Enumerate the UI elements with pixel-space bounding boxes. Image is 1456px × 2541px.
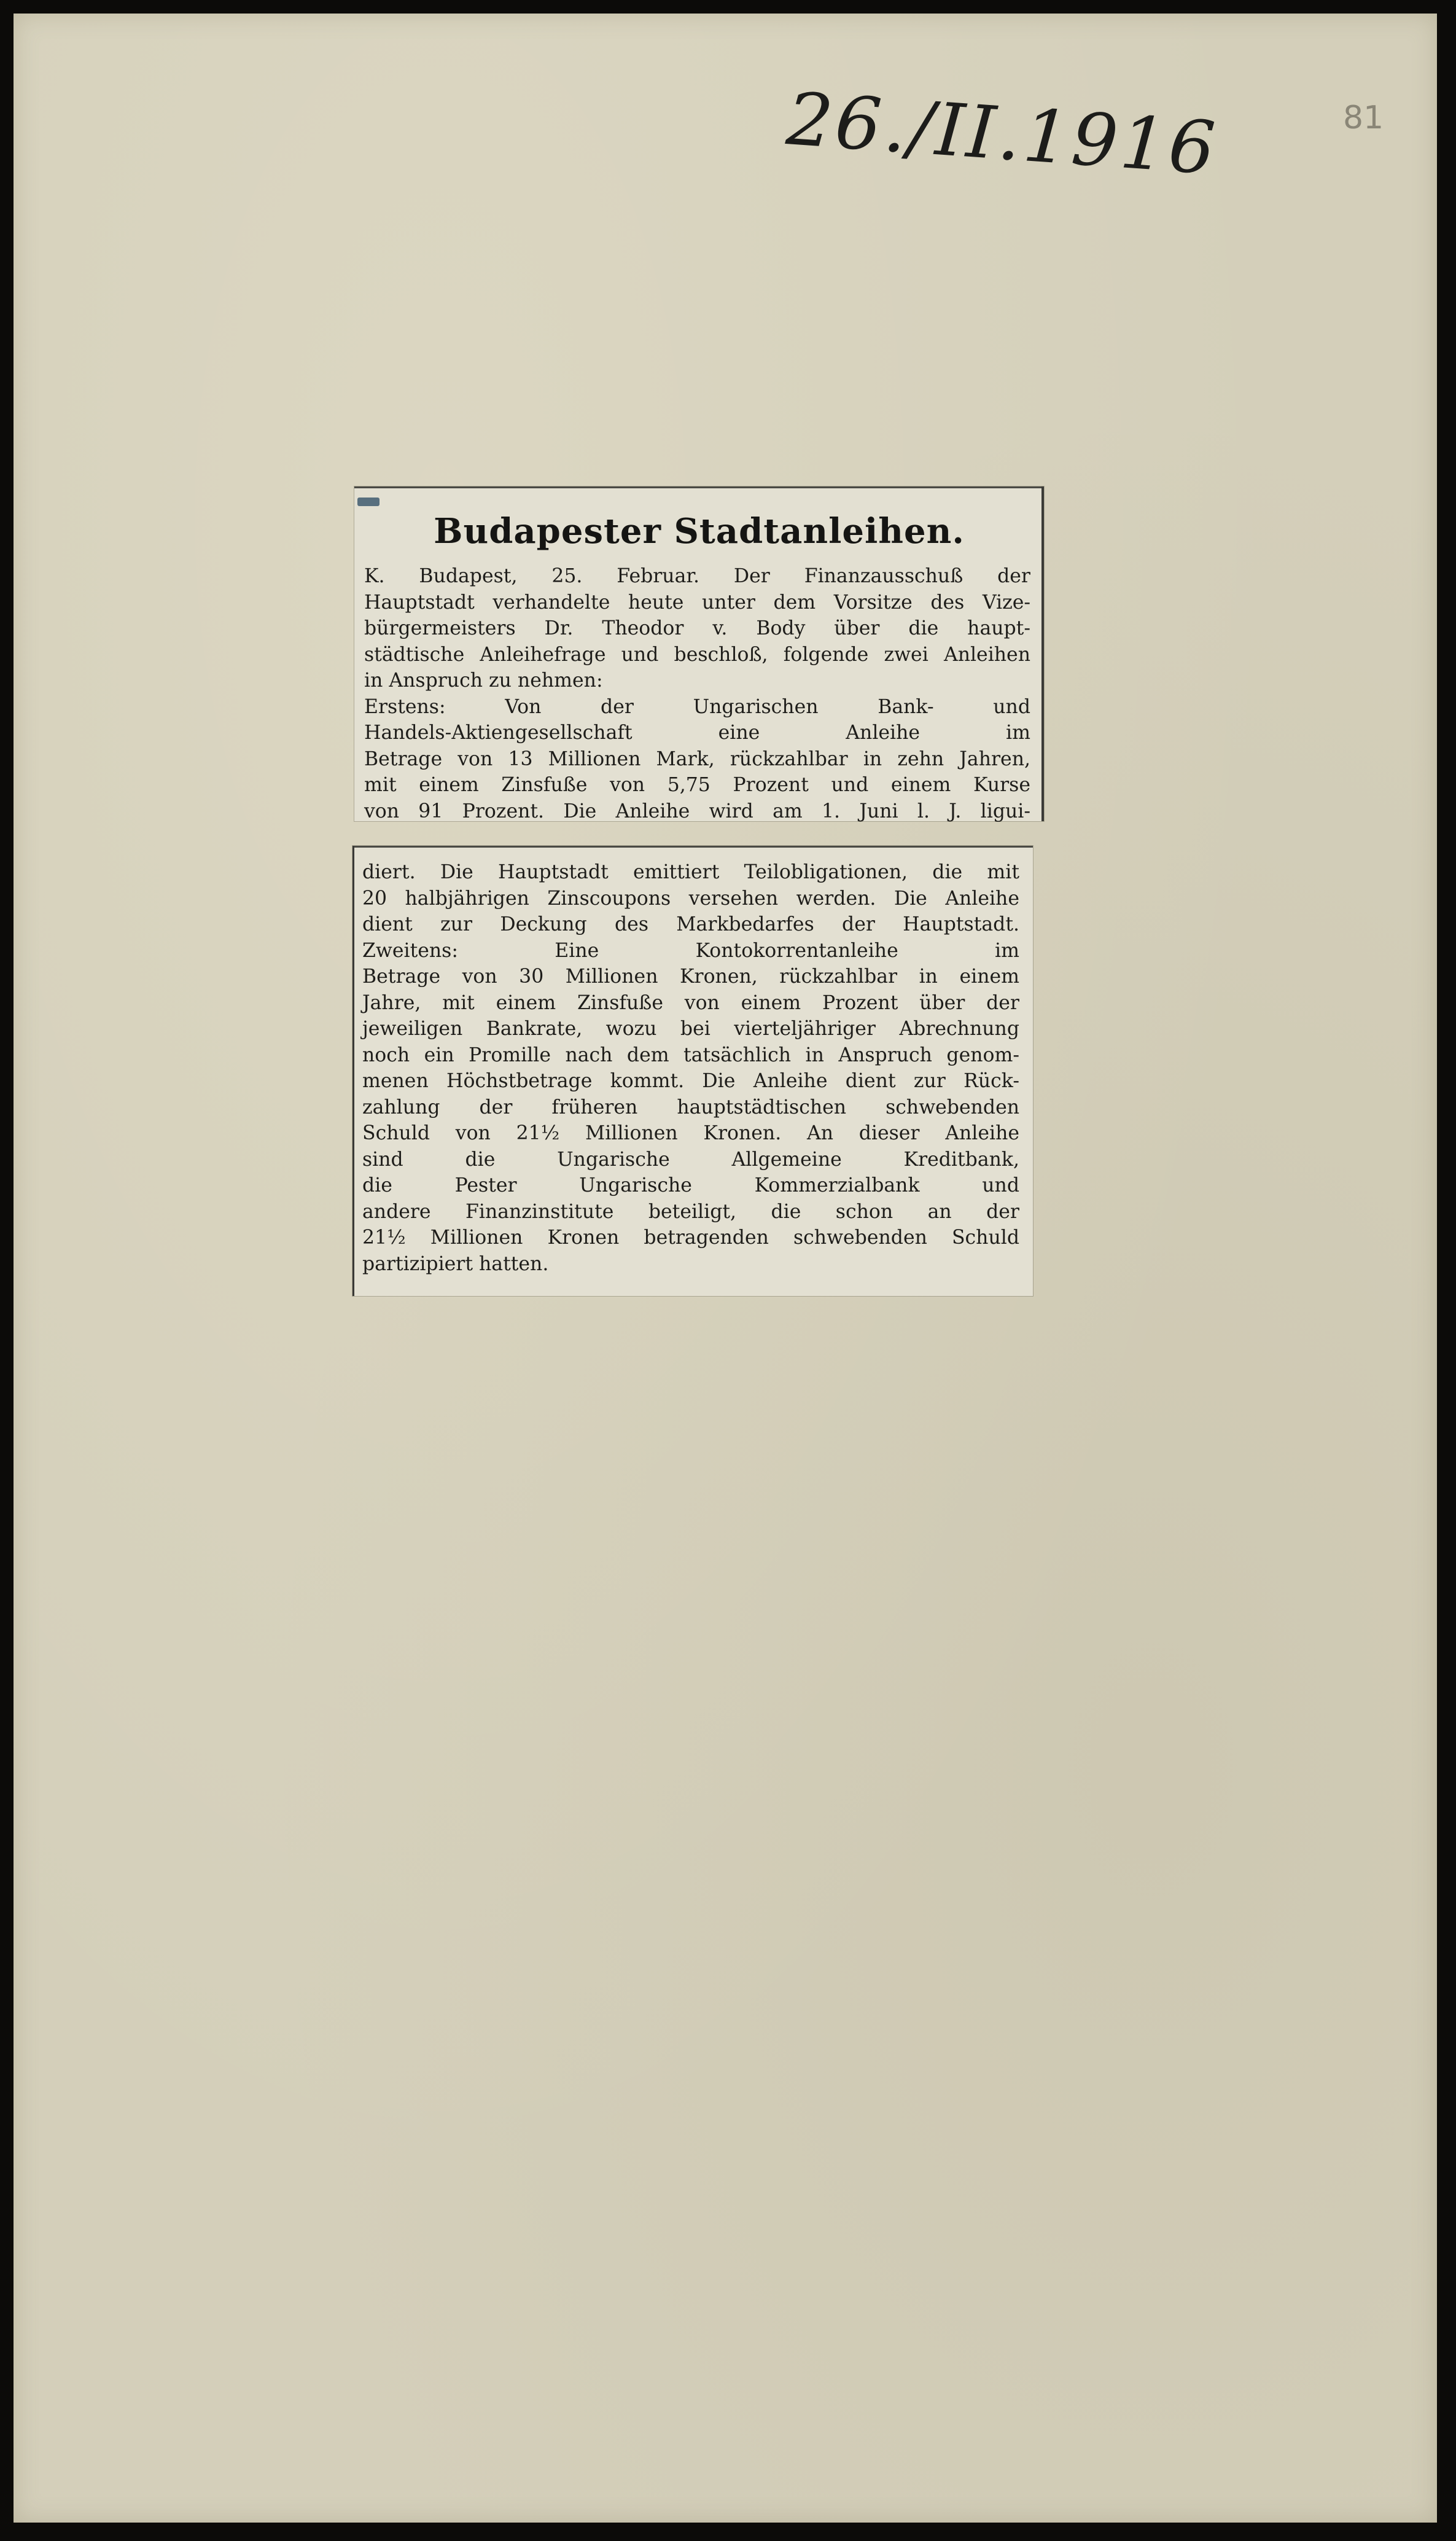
clipping-body-part2 [362,859,1019,1277]
text-line: noch ein Promille nach dem tatsächlich in Anspruch genom- [362,1044,1019,1066]
text-line: mit einem Zinsfuße von 5,75 Prozent und einem Kurse [364,774,1030,796]
page-number: 81 [1343,100,1384,136]
text-line: diert. Die Hauptstadt emittiert Teilobligationen, die mit [362,861,1019,883]
handwritten-date: 26./II.1916 [784,76,1220,191]
text-line: K. Budapest, 25. Februar. Der Finanzausschuß der [364,565,1030,587]
text-line: Schuld von 21½ Millionen Kronen. An dieser Anleihe [362,1122,1019,1144]
text-line: dient zur Deckung des Markbedarfes der Hauptstadt. [362,913,1019,935]
text-line: städtische Anleihefrage und beschloß, folgende zwei Anleihen [364,643,1030,666]
text-line: bürgermeisters Dr. Theodor v. Body über die haupt- [364,617,1030,639]
newspaper-clipping-part1 [354,486,1044,821]
text-line: jeweiligen Bankrate, wozu bei vierteljähriger Abrechnung [362,1018,1019,1040]
text-line: Zweitens: Eine Kontokorrentanleihe im [362,939,1019,962]
text-line: Hauptstadt verhandelte heute unter dem Vorsitze des Vize- [364,591,1030,614]
text-line: menen Höchstbetrage kommt. Die Anleihe dient zur Rück- [362,1070,1019,1092]
text-line: Handels-Aktiengesellschaft eine Anleihe im [364,722,1030,744]
clipping-body-part1 [364,563,1030,824]
text-line: von 91 Prozent. Die Anleihe wird am 1. Juni l. J. ligui- [364,800,1030,822]
text-line: Betrage von 13 Millionen Mark, rückzahlbar in zehn Jahren, [364,747,1030,770]
clipping-top-rule [354,486,1044,488]
clipping-column-rule [352,846,354,1296]
text-line: partizipiert hatten. [362,1252,549,1275]
tape-mark [357,498,380,506]
faint-stamp [800,49,935,74]
text-line: die Pester Ungarische Kommerzialbank und [362,1174,1019,1196]
text-line: 21½ Millionen Kronen betragenden schwebenden Schuld [362,1227,1019,1249]
text-line: Erstens: Von der Ungarischen Bank- und [364,695,1030,718]
text-line: andere Finanzinstitute beteiligt, die schon an der [362,1200,1019,1223]
text-line: Betrage von 30 Millionen Kronen, rückzahlbar in einem [362,966,1019,988]
text-line: in Anspruch zu nehmen: [364,669,603,692]
text-line: zahlung der früheren hauptstädtischen schwebenden [362,1096,1019,1118]
text-line: sind die Ungarische Allgemeine Kreditbank, [362,1148,1019,1171]
clipping-top-rule [352,846,1033,848]
newspaper-clipping-part2 [352,846,1033,1296]
clipping-headline: Budapester Stadtanleihen. [434,511,965,552]
text-line: Jahre, mit einem Zinsfuße von einem Prozent über der [362,991,1019,1014]
archive-sheet [14,14,1437,2523]
text-line: 20 halbjährigen Zinscoupons versehen werden. Die Anleihe [362,887,1019,910]
